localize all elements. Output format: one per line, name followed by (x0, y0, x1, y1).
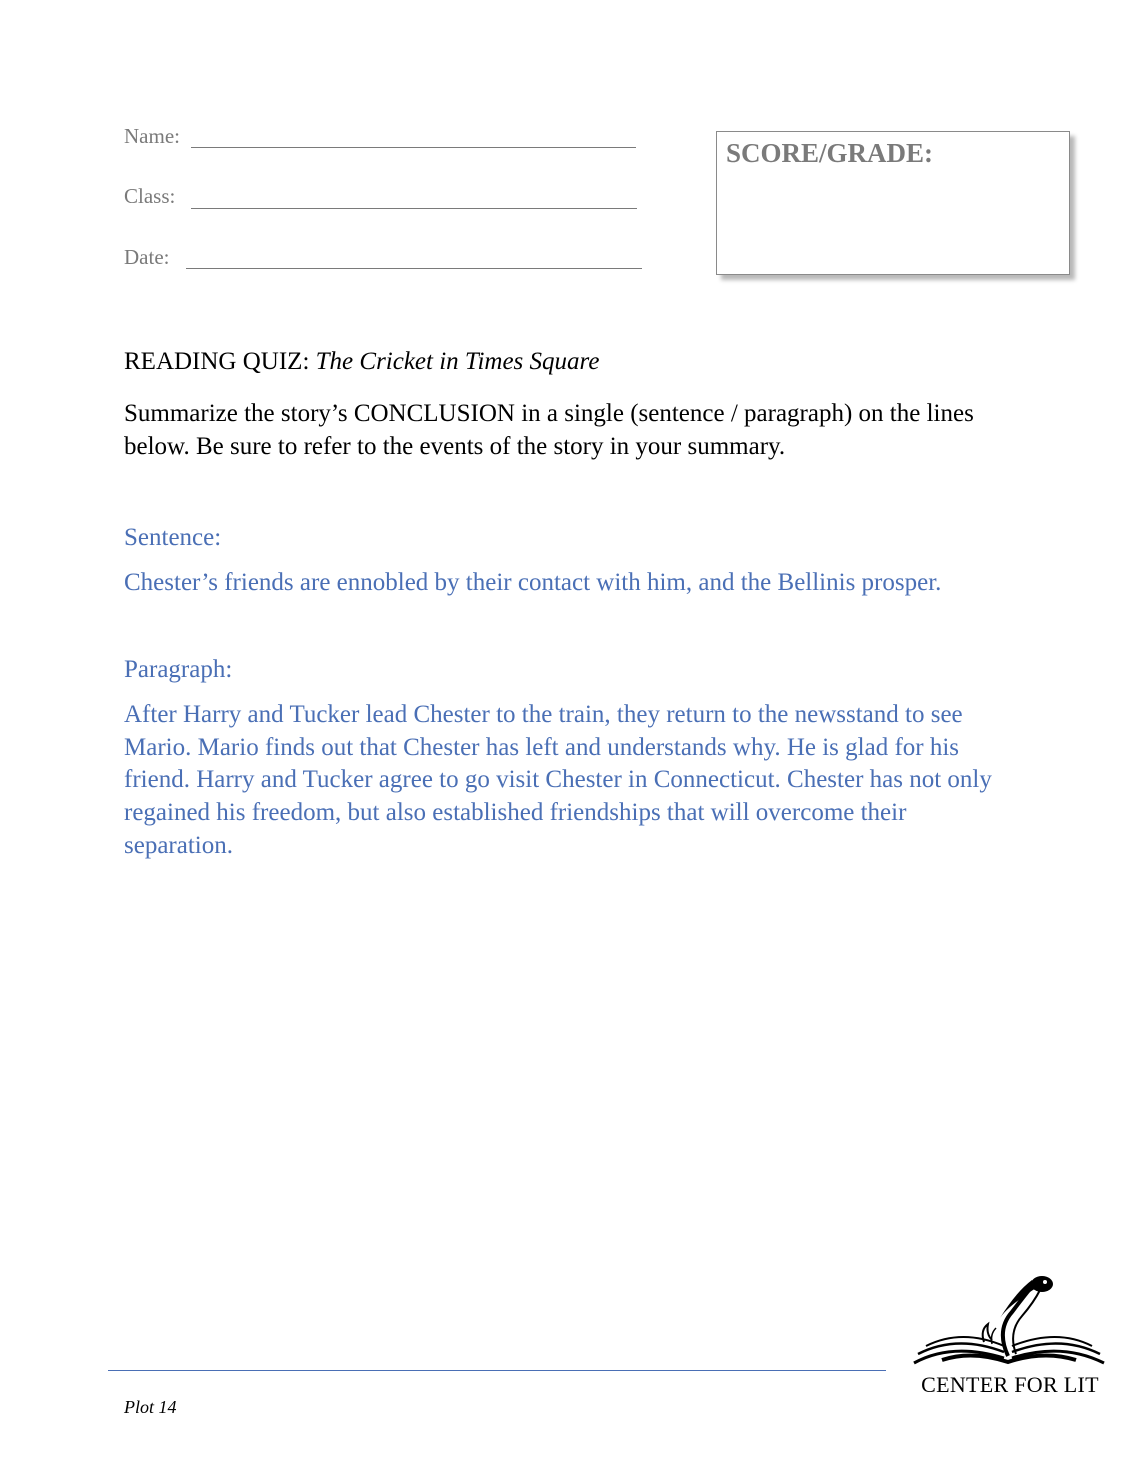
score-grade-box (716, 131, 1070, 275)
quiz-instructions: Summarize the story’s CONCLUSION in a single (sentence / paragraph) on the lines below. Be sure to refer to the events of the story in your summary. (124, 400, 974, 460)
paragraph-answer: After Harry and Tucker lead Chester to the train, they return to the newsstand to see Mario. Mario finds out that Chester has left and understands why. He is glad for his friend. Harry and Tucker agree to go visit Chester in Connecticut. Chester has not only regained his freedom, but also established friendships that will overcome their separation. (124, 701, 992, 859)
name-label: Name: (124, 124, 180, 148)
footer-divider (108, 1370, 886, 1371)
class-field-line[interactable] (191, 208, 637, 209)
sentence-label: Sentence: (124, 524, 222, 551)
logo-text: CENTER FOR LIT (921, 1372, 1099, 1397)
center-for-lit-logo (912, 1270, 1108, 1400)
paragraph-label: Paragraph: (124, 656, 233, 683)
quiz-title (124, 348, 599, 376)
quiz-title-prefix: READING QUIZ: (124, 348, 316, 375)
score-grade-label: SCORE/GRADE: (726, 138, 934, 168)
class-label: Class: (124, 184, 176, 208)
page-label: Plot 14 (124, 1397, 177, 1417)
name-field-line[interactable] (191, 147, 636, 148)
pelican-book-icon (912, 1270, 1108, 1370)
date-label: Date: (124, 245, 170, 269)
sentence-answer: Chester’s friends are ennobled by their contact with him, and the Bellinis prosper. (124, 569, 942, 596)
book-title: The Cricket in Times Square (315, 348, 600, 375)
date-field-line[interactable] (186, 268, 642, 269)
